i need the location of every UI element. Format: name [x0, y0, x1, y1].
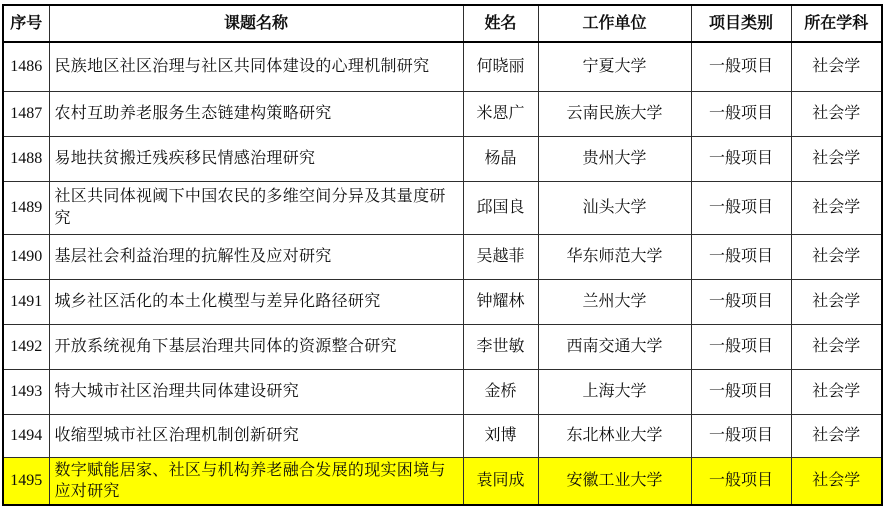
cell-title: 民族地区社区治理与社区共同体建设的心理机制研究 [49, 42, 463, 91]
cell-discipline: 社会学 [791, 136, 882, 181]
cell-discipline: 社会学 [791, 279, 882, 324]
table-row [3, 42, 882, 91]
table-row [3, 181, 882, 234]
cell-name: 杨晶 [463, 136, 538, 181]
cell-seq: 1491 [3, 279, 49, 324]
cell-name: 邱国良 [463, 181, 538, 234]
cell-org: 东北林业大学 [538, 414, 691, 457]
table-row [3, 414, 882, 457]
cell-seq: 1490 [3, 234, 49, 279]
cell-name: 袁同成 [463, 457, 538, 505]
table-body [3, 42, 882, 505]
cell-org: 华东师范大学 [538, 234, 691, 279]
cell-discipline: 社会学 [791, 324, 882, 369]
cell-name: 钟耀林 [463, 279, 538, 324]
table-row [3, 234, 882, 279]
cell-org: 云南民族大学 [538, 91, 691, 136]
cell-category: 一般项目 [691, 42, 791, 91]
table-row [3, 457, 882, 505]
cell-name: 金桥 [463, 369, 538, 414]
cell-category: 一般项目 [691, 457, 791, 505]
cell-org: 兰州大学 [538, 279, 691, 324]
cell-seq: 1487 [3, 91, 49, 136]
column-header-discipline: 所在学科 [791, 5, 882, 42]
cell-org: 贵州大学 [538, 136, 691, 181]
column-header-category: 项目类别 [691, 5, 791, 42]
table-row [3, 324, 882, 369]
cell-category: 一般项目 [691, 136, 791, 181]
cell-category: 一般项目 [691, 181, 791, 234]
cell-org: 西南交通大学 [538, 324, 691, 369]
cell-category: 一般项目 [691, 369, 791, 414]
table-row [3, 279, 882, 324]
cell-discipline: 社会学 [791, 414, 882, 457]
column-header-title: 课题名称 [49, 5, 463, 42]
cell-title: 城乡社区活化的本土化模型与差异化路径研究 [49, 279, 463, 324]
cell-seq: 1486 [3, 42, 49, 91]
column-header-seq: 序号 [3, 5, 49, 42]
cell-discipline: 社会学 [791, 234, 882, 279]
cell-seq: 1495 [3, 457, 49, 505]
cell-name: 吴越菲 [463, 234, 538, 279]
cell-title: 社区共同体视阈下中国农民的多维空间分异及其量度研究 [49, 181, 463, 234]
column-header-org: 工作单位 [538, 5, 691, 42]
cell-category: 一般项目 [691, 234, 791, 279]
cell-title: 基层社会利益治理的抗解性及应对研究 [49, 234, 463, 279]
table-row [3, 136, 882, 181]
header-row [3, 5, 882, 42]
cell-seq: 1488 [3, 136, 49, 181]
cell-title: 开放系统视角下基层治理共同体的资源整合研究 [49, 324, 463, 369]
cell-seq: 1493 [3, 369, 49, 414]
cell-seq: 1492 [3, 324, 49, 369]
column-header-name: 姓名 [463, 5, 538, 42]
cell-org: 汕头大学 [538, 181, 691, 234]
cell-title: 数字赋能居家、社区与机构养老融合发展的现实困境与应对研究 [49, 457, 463, 505]
cell-name: 何晓丽 [463, 42, 538, 91]
cell-category: 一般项目 [691, 279, 791, 324]
cell-discipline: 社会学 [791, 42, 882, 91]
cell-seq: 1489 [3, 181, 49, 234]
cell-discipline: 社会学 [791, 181, 882, 234]
cell-title: 收缩型城市社区治理机制创新研究 [49, 414, 463, 457]
cell-title: 农村互助养老服务生态链建构策略研究 [49, 91, 463, 136]
cell-seq: 1494 [3, 414, 49, 457]
cell-name: 米恩广 [463, 91, 538, 136]
cell-discipline: 社会学 [791, 369, 882, 414]
cell-discipline: 社会学 [791, 457, 882, 505]
cell-name: 李世敏 [463, 324, 538, 369]
cell-org: 宁夏大学 [538, 42, 691, 91]
cell-discipline: 社会学 [791, 91, 882, 136]
cell-org: 上海大学 [538, 369, 691, 414]
cell-title: 易地扶贫搬迁残疾移民情感治理研究 [49, 136, 463, 181]
project-list-table [2, 4, 883, 506]
table-row [3, 369, 882, 414]
cell-title: 特大城市社区治理共同体建设研究 [49, 369, 463, 414]
cell-category: 一般项目 [691, 414, 791, 457]
cell-category: 一般项目 [691, 91, 791, 136]
cell-category: 一般项目 [691, 324, 791, 369]
cell-name: 刘博 [463, 414, 538, 457]
cell-org: 安徽工业大学 [538, 457, 691, 505]
table-row [3, 91, 882, 136]
